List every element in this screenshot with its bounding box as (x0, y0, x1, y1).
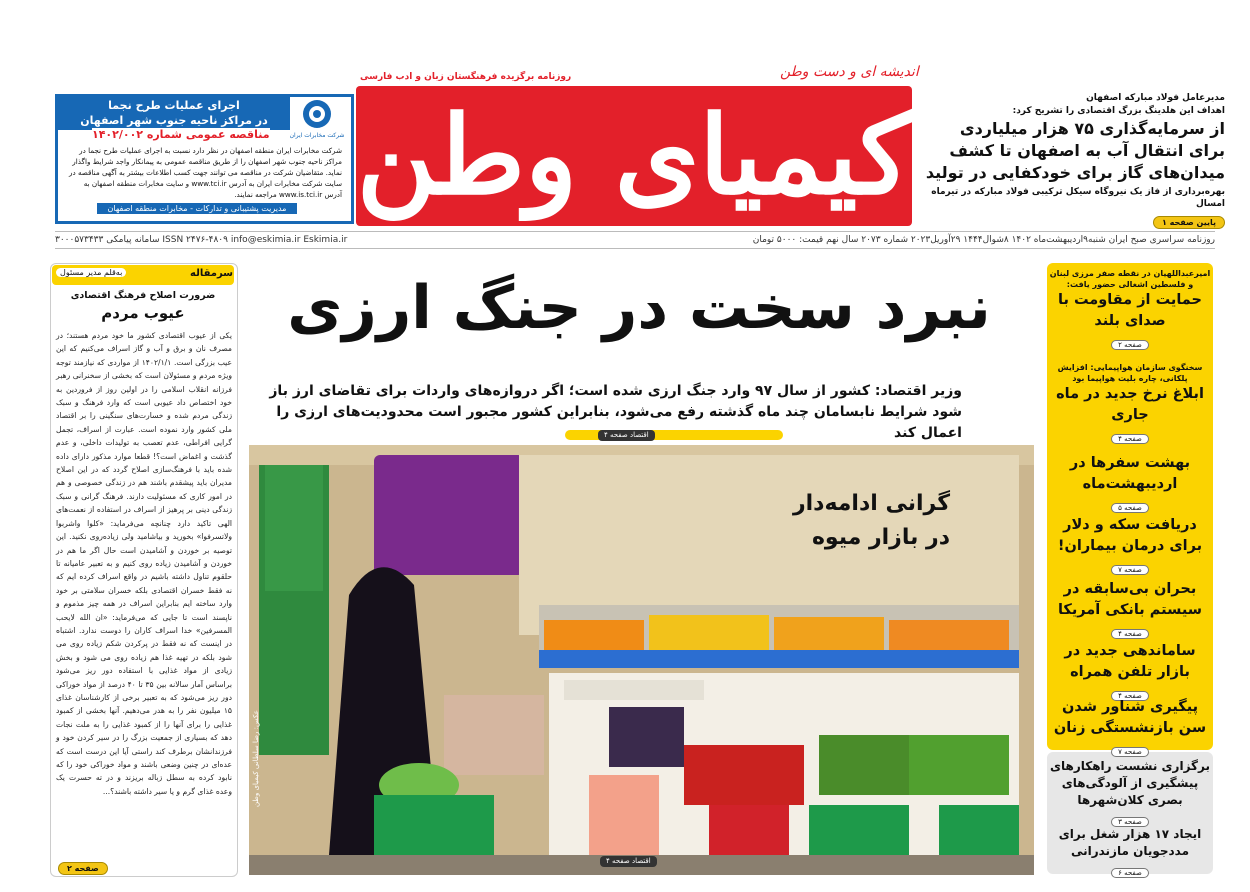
sidebar-item-headline: ایجاد ۱۷ هزار شغل برای مددجویان مازندرانی (1058, 827, 1202, 858)
sidebar-item-headline: ابلاغ نرخ جدید در ماه جاری (1056, 386, 1204, 423)
sidebar-item-page: صفحه ۴ (1111, 629, 1149, 639)
sidebar-item-page: صفحه ۷ (1111, 747, 1149, 757)
sidebar-item-headline: پیگیری شناور شدن سن بازنشستگی زنان (1053, 699, 1207, 736)
main-lead: وزیر اقتصاد: کشور از سال ۹۷ وارد جنگ ارزی شده است؛ اگر دروازه‌های واردات برای تقاضای ارز باز شود شرایط نابسامان چند ماه گذشته رفع می‌شود، بنابراین کشور مجبور است محدودیت‌های ارزی را اعمال کند (269, 383, 962, 441)
sidebar-item[interactable] (1049, 515, 1211, 576)
editorial-label: سرمقاله (190, 268, 234, 279)
sidebar-item[interactable] (1049, 268, 1211, 351)
sidebar-item-headline: برگزاری نشست راهکارهای پیشگیری از آلودگی‌های بصری کلان‌شهرها (1050, 759, 1210, 807)
teaser-headline-line: برای انتقال آب به اصفهان تا کشف (949, 141, 1225, 160)
sidebar-item-page: صفحه ۲ (1111, 340, 1149, 350)
photo-caption-line-2: در بازار میوه (811, 525, 950, 550)
sidebar-item-kicker: امیرعبداللهیان در نقطه صفر مرزی لبنان و فلسطین اشغالی حضور یافت: (1049, 269, 1211, 289)
photo-page-tag: اقتصاد صفحه ۴ (600, 856, 657, 867)
sidebar-item[interactable] (1049, 758, 1211, 828)
ad-tender-number: مناقصه عمومی شماره ۱۴۰۲/۰۰۲ (92, 128, 270, 141)
sidebar-item[interactable] (1049, 362, 1211, 445)
photo-caption-line-1: گرانی ادامه‌دار (792, 491, 950, 516)
editorial-page-badge: صفحه ۲ (58, 862, 108, 875)
sidebar-item-page: صفحه ۶ (1111, 868, 1149, 878)
teaser-kicker: مدیرعامل فولاد مبارکه اصفهان (1086, 93, 1225, 103)
issue-info-bar (55, 231, 1215, 249)
sidebar-item-headline: بحران بی‌سابقه در سیستم بانکی آمریکا (1057, 581, 1203, 618)
teaser-headline-line: از سرمایه‌گذاری ۷۵ هزار میلیاردی (959, 119, 1225, 138)
sidebar-item-page: صفحه ۳ (1111, 817, 1149, 827)
teaser-kicker-2: اهداف این هلدینگ بزرگ اقتصادی را تشریح کرد: (1012, 106, 1225, 116)
lead-page-tag: اقتصاد صفحه ۴ (598, 430, 655, 441)
ad-title-1: اجرای عملیات طرح نجما (108, 99, 240, 112)
editorial-title[interactable]: عیوب مردم (101, 304, 185, 322)
ad-footer: مدیریت پشتیبانی و تدارکات - مخابرات منطقه اصفهان (97, 203, 297, 214)
sidebar-item[interactable] (1049, 453, 1211, 514)
photo-credit: عکس: رضا سلطانی کیمیای وطن (252, 710, 260, 808)
editorial-author: به‌قلم مدیر مسئول (56, 268, 126, 277)
photo-caption (740, 487, 950, 555)
sidebar-item-headline: حمایت از مقاومت با صدای بلند (1058, 292, 1202, 329)
sidebar-item-page: صفحه ۴ (1111, 434, 1149, 444)
masthead-slogan: اندیشه ای و دست وطن (780, 64, 919, 80)
teaser-headline-line: میدان‌های گاز برای خودکفایی در تولید (925, 163, 1225, 182)
sidebar-item-page: صفحه ۷ (1111, 565, 1149, 575)
sidebar-item[interactable] (1049, 579, 1211, 640)
sidebar-item[interactable] (1049, 697, 1211, 758)
main-headline[interactable]: نبرد سخت در جنگ ارزی (287, 273, 991, 343)
masthead-subtitle: روزنامه برگزیده فرهنگستان زبان و ادب فارسی (360, 72, 572, 82)
editorial-kicker: ضرورت اصلاح فرهنگ اقتصادی (70, 290, 216, 301)
teaser-page-badge: پایین صفحه ۱ (1153, 216, 1225, 229)
telecom-logo-icon (289, 97, 345, 139)
contact-details: ISSN ۲۴۷۶-۴۸۰۹ info@eskimia.ir Eskimia.ir سامانه پیامکی ۳۰۰۰۵۷۳۴۳۳ (55, 235, 348, 245)
sidebar-item-headline: بهشت سفرها در اردیبهشت‌ماه (1069, 455, 1191, 492)
sidebar-item-headline: ساماندهی جدید در بازار تلفن همراه (1064, 643, 1196, 680)
top-teaser[interactable] (925, 92, 1225, 229)
ad-body-text: شرکت مخابرات ایران منطقه اصفهان در نظر دارد نسبت به اجرای عملیات طرح نجما در مراکز ناحیه جنوب شهر اصفهان را از طریق مناقصه عمومی به پیمانکار واجد شرایط واگذار نماید. متقاضیان شرکت در مناقصه می توانند جهت کسب اطلاعات بیشتر به آگهی مناقصه در سایت شرکت مخابرات ایران به آدرس www.tci.ir و سایت مخابرات منطقه اصفهان به آدرس www.is.tci.ir مراجعه نمایند. (69, 146, 342, 199)
sidebar-item[interactable] (1049, 826, 1211, 879)
sidebar-item-headline: دریافت سکه و دلار برای درمان بیماران! (1057, 517, 1203, 554)
ad-logo-text: شرکت مخابرات ایران (289, 132, 345, 139)
issue-details: روزنامه سراسری صبح ایران شنبه۹اردیبهشت‌ماه ۱۴۰۲ ۸شوال۱۴۴۴ ۲۹آوریل۲۰۲۳ شماره ۲۰۷۳ سال نهم قیمت: ۵۰۰۰ تومان (752, 235, 1215, 245)
sidebar-item-page: صفحه ۵ (1111, 503, 1149, 513)
editorial-body: یکی از عیوب اقتصادی کشور ما خود مردم هستند؛ در مصرف نان و برق و آب و گاز اسراف می‌کنیم که این عیب بزرگی است. ۱۴۰۲/۱/۱ از مواردی که نیازمند توجه ویژه مردم و مسئولان است که بخشی از سخنرانی رهبر فرزانه انقلاب اسلامی را در اولین روز از فروردین به خود اختصاص داد عیوبی است که وارد فرهنگ و سبک زندگی مردم شده و خسارت‌های سنگینی را بر اقتصاد ملی کشور وارد نموده است. عبارت از اسراف، تجمل گرایی افراطی، عدم تعصب به تولیدات داخلی، و عدم گذشت و اغماض است؟! قطعا موارد مذکور دارای داده شده باید با فرهنگ‌سازی اصلاح گردد که در این اصلاح مدیران باید پیشقدم باشند هم در زندگی خصوصی و هم در امور کاری که مسئولیت دارند. فرهنگ گرانی و سبک زندگی دینی بر پرهیز از اسراف در استفاده از نعمت‌های الهی تاکید دارد چنانچه می‌فرماید: «کلوا واشربوا ولاتسرفوا» بخورید و بیاشامید ولی زیاده‌روی نکنید. این توصیه بر خوردن و آشامیدن است حال اگر ما هم در خوردن و آشامیدن زیاده روی کنیم و به تعبیر عامیانه تا حلقوم تناول داشته باشیم در واقع اسراف کرده ایم که نه فقط خسران اقتصادی بلکه خسران سلامتی بر خود وارد ساخته ایم بنابراین اسراف در همه چیز مذموم و ناپسند است تا جایی که می‌فرماید: «ان الله لایحب المسرفین» خدا اسراف کاران را دوست ندارد. اشتباه در اینست که نه فقط در پرکردن شکم زیاده روی می شود بلکه در تهیه غذا هم زیاده روی می شود و بخش زیادی از مواد غذایی با استفاده دور ریز می‌شود براساس آمار سالانه بین ۳۵ تا ۴۰ درصد از مواد خوراکی دور ریز می‌شود که به تعبیر برخی از کارشناسان غذای ۱۵ میلیون نفر را به هدر می‌دهیم. آنها بخشی از کمبود غذایی را برای آنها را از کمبود غذایی را به ملت نجات دهد که بسیاری از جمعیت بزرگ را در سیر کردن خود و فرزندانشان برطرف کند راستی آیا این درست است که عده‌ای در چنین وضعی باشند و مواد خوراکی خود را که نابود کرده به سطل زباله بریزند و در ته حسرت یک وعده غذای گرم و یا سیر داشته باشند؟... (56, 331, 232, 796)
ad-title-band (58, 97, 290, 130)
ad-title-2: در مراکز ناحیه جنوب شهر اصفهان (80, 114, 268, 127)
sidebar-item-page: صفحه ۴ (1111, 691, 1149, 701)
newspaper-logo: کیمیای وطن (356, 93, 912, 219)
sidebar-item-kicker: سخنگوی سازمان هواپیمایی: افزایش پلکانی، چاره بلیت هواپیما بود (1057, 363, 1203, 383)
teaser-footnote: بهره‌برداری از فاز یک نیروگاه سیکل ترکیبی فولاد مبارکه در تیرماه امسال (931, 187, 1225, 209)
sidebar-item[interactable] (1049, 641, 1211, 702)
